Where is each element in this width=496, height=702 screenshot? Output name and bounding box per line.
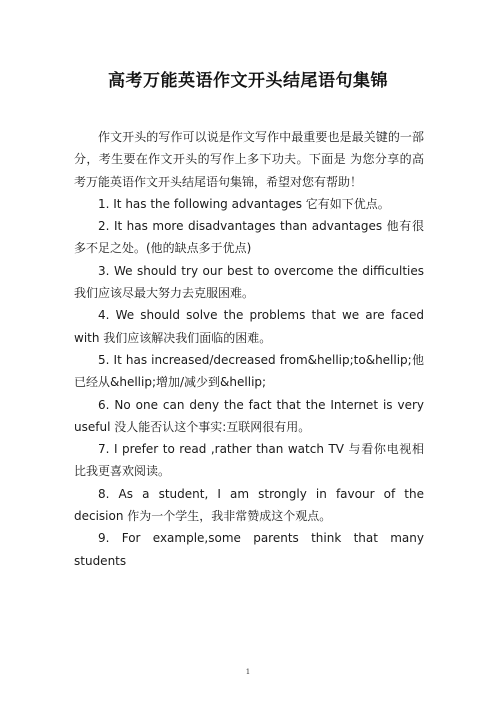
paragraph-item-4: 4. We should solve the problems that we are faced with 我们应该解决我们面临的困难。 <box>74 308 424 345</box>
paragraph-item-1: 1. It has the following advantages 它有如下优点。 <box>98 196 390 211</box>
paragraph-item-9: 9. For example,some parents think that many students <box>74 531 424 568</box>
paragraph-item-3: 3. We should try our best to overcome the difficulties 我们应该尽最大努力去克服困难。 <box>74 263 424 301</box>
paragraph-intro: 作文开头的写作可以说是作文写作中最重要也是最关键的一部分，考生要在作文开头的写作上多下功夫。下面是 为您分享的高考万能英语作文开头结尾语句集锦，希望对您有帮助！ <box>74 130 424 189</box>
document-body <box>74 126 424 572</box>
paragraph-item-5: 5. It has increased/decreased from&hellip;to&hellip;他已经从&hellip;增加/减少到&hellip; <box>74 352 424 390</box>
document-title: 高考万能英语作文开头结尾语句集锦 <box>108 71 388 91</box>
paragraph-item-6: 6. No one can deny the fact that the Internet is very useful 没人能否认这个事实:互联网很有用。 <box>74 397 424 434</box>
paragraph-item-7: 7. I prefer to read ,rather than watch TV 与看你电视相比我更喜欢阅读。 <box>74 442 424 479</box>
page-number: 1 <box>245 668 251 676</box>
paragraph-item-8: 8. As a student, I am strongly in favour of the decision 作为一个学生，我非常赞成这个观点。 <box>74 486 424 524</box>
paragraph-item-2: 2. It has more disadvantages than advantages 他有很多不足之处。(他的缺点多于优点) <box>74 219 424 256</box>
